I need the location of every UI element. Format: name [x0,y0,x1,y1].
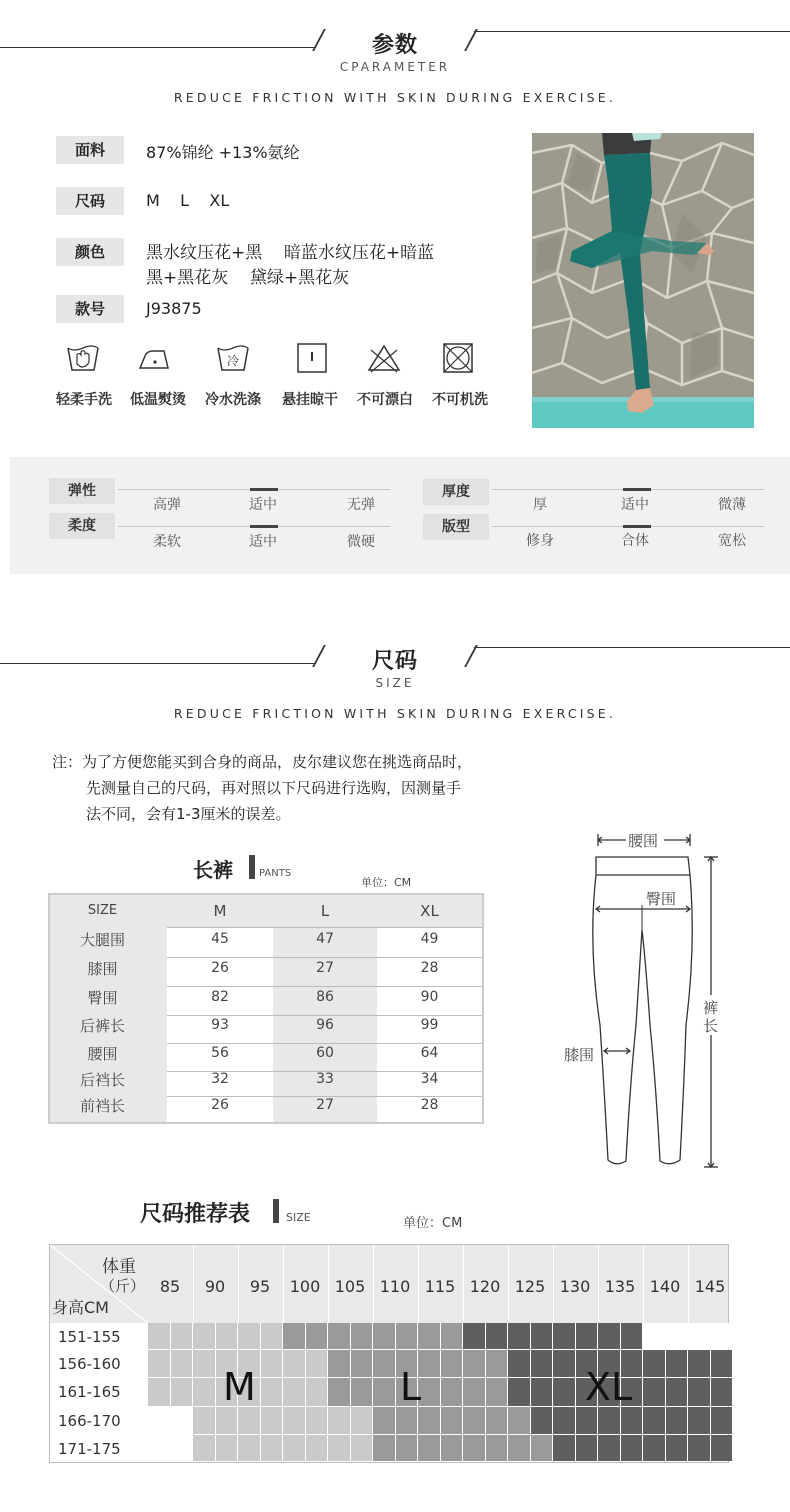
size-grid-cell [328,1435,350,1461]
weight-column-divider [193,1245,194,1323]
pants-size-table [48,893,484,1124]
size-grid-cell [463,1350,485,1377]
size-grid-cell [306,1435,328,1461]
size-grid-cell [441,1435,463,1461]
size-grid-cell [688,1323,710,1349]
size-grid-cell [463,1323,485,1349]
size-grid-cell [531,1378,553,1406]
size-grid-cell [193,1407,215,1434]
softness-option-medium: 适中 [249,534,277,550]
size-grid-cell [711,1323,733,1349]
size-grid-cell [531,1323,553,1349]
size-grid-cell [688,1378,710,1406]
recommend-title-bar [273,1199,279,1223]
weight-column-divider [418,1245,419,1323]
weight-column-header: 110 [379,1277,411,1296]
pants-row-line [167,957,482,958]
pants-cell: 34 [420,1071,439,1087]
size-grid-cell [711,1435,733,1461]
fabric-feel-panel [10,457,790,574]
size-grid-cell [508,1407,530,1434]
weight-unit: （斤） [100,1277,146,1295]
fit-label: 版型 [423,514,489,540]
size-grid-cell [486,1378,508,1406]
weight-column-divider [373,1245,374,1323]
pants-col-header-size: SIZE [87,903,118,918]
product-photo [532,133,754,428]
pants-cell: 64 [420,1045,439,1061]
weight-column-header: 105 [334,1277,366,1296]
size-grid-cell [553,1378,575,1406]
size-grid-cell [576,1407,598,1434]
pants-row-line [167,1043,482,1044]
size-grid-cell [171,1323,193,1349]
thickness-option-thin: 微薄 [718,497,746,513]
size-grid-cell [283,1323,305,1349]
size-grid-cell [441,1378,463,1406]
diagram-waist-label: 腰围 [628,832,659,850]
size-grid-cell [148,1407,170,1434]
size-grid-cell [598,1435,620,1461]
cold-wash-icon [215,340,251,376]
iron-low-icon [137,340,173,376]
size-grid-cell [261,1435,283,1461]
pants-col-header-l: L [320,902,330,920]
pants-row-line [167,986,482,987]
size-grid-cell [463,1435,485,1461]
size-grid-cell [171,1407,193,1434]
color-label: 颜色 [56,238,124,266]
size-grid-cell [351,1323,373,1349]
weight-column-header: 125 [514,1277,546,1296]
pants-cell: 28 [420,1097,439,1113]
size-l-label: L [400,1365,422,1409]
fit-selected-mark [623,525,651,528]
measure-note-line2: 先测量自己的尺码，再对照以下尺码进行选购，因测量手 [86,779,462,797]
diagram-hip-label: 臀围 [646,890,677,908]
weight-column-divider [508,1245,509,1323]
weight-column-header: 85 [159,1277,181,1296]
size-grid-cell [486,1323,508,1349]
size-grid-cell [463,1407,485,1434]
size-grid-cell [351,1350,373,1377]
pants-row-line [167,927,482,928]
fit-option-loose: 宽松 [718,533,746,549]
measure-note-line3: 法不同，会有1-3厘米的误差。 [86,805,291,823]
no-bleach-icon [366,340,402,376]
pants-row-name: 膝围 [87,960,118,978]
size-grid-cell [373,1378,395,1406]
model-label: 款号 [56,295,124,323]
size-grid-cell [283,1350,305,1377]
pants-row-name: 前裆长 [79,1097,125,1115]
pants-row-line [167,1015,482,1016]
care-label-hand-wash: 轻柔手洗 [56,392,112,408]
height-row-label: 171-175 [58,1440,121,1458]
size-grid-cell [193,1435,215,1461]
elasticity-option-none: 无弹 [347,497,375,513]
elasticity-label: 弹性 [49,478,115,504]
size-grid-cell [418,1323,440,1349]
pants-row-name: 后裆长 [79,1071,125,1089]
height-row-label: 161-165 [58,1383,121,1401]
weight-column-header: 130 [559,1277,591,1296]
size-recommend-table [49,1244,729,1463]
pants-cell: 27 [316,1097,334,1113]
thickness-option-medium: 适中 [621,497,649,513]
size-grid-cell [216,1323,238,1349]
size-grid-cell [148,1435,170,1461]
size-grid-cell [373,1323,395,1349]
pants-row-name: 腰围 [87,1045,118,1063]
color-value-line2: 黑+黑花灰 黛绿+黑花灰 [146,268,350,288]
size-grid-cell [418,1350,440,1377]
size-grid-cell [328,1407,350,1434]
size-grid-cell [396,1407,418,1434]
size-grid-cell [643,1407,665,1434]
size-grid-cell [171,1350,193,1377]
model-value: J93875 [146,299,202,318]
size-grid-cell [711,1350,733,1377]
size-grid-cell [531,1435,553,1461]
size-grid-cell [711,1378,733,1406]
size-grid-cell [531,1350,553,1377]
size-grid-cell [306,1323,328,1349]
size-grid-cell [373,1407,395,1434]
size-grid-cell [283,1435,305,1461]
size-grid-cell [666,1323,688,1349]
size-grid-cell [621,1323,643,1349]
hang-dry-icon [294,340,330,376]
fabric-value: 87%锦纶 +13%氨纶 [146,143,300,162]
size-value: M L XL [146,191,230,210]
care-label-hang-dry: 悬挂晾干 [282,392,338,408]
fit-option-regular: 合体 [621,533,649,549]
pants-cell: 28 [420,960,439,976]
size-grid-cell [148,1378,170,1406]
softness-option-hard: 微硬 [347,534,375,550]
size-grid-cell [238,1435,260,1461]
recommend-title-en: SIZE [286,1211,311,1224]
pants-cell: 47 [316,931,334,947]
pants-cell: 26 [211,960,229,976]
weight-column-divider [688,1245,689,1323]
weight-column-divider [238,1245,239,1323]
size-grid-cell [238,1407,260,1434]
size-grid-cell [373,1350,395,1377]
size-grid-cell [306,1407,328,1434]
elasticity-option-medium: 适中 [249,497,277,513]
size-grid-cell [193,1378,215,1406]
size-grid-cell [216,1407,238,1434]
size-grid-cell [351,1378,373,1406]
measure-note-line1: 注：为了方便您能买到合身的商品，皮尔建议您在挑选商品时， [52,753,473,771]
diagram-length-label-2: 长 [703,1017,719,1035]
size-grid-cell [328,1350,350,1377]
size-grid-cell [508,1435,530,1461]
weight-column-divider [643,1245,644,1323]
size-grid-cell [508,1323,530,1349]
size-grid-cell [666,1350,688,1377]
color-value-line1: 黑水纹压花+黑 暗蓝水纹压花+暗蓝 [146,243,435,263]
softness-selected-mark [250,525,278,528]
size-grid-cell [261,1407,283,1434]
size-grid-cell [351,1435,373,1461]
size-grid-cell [553,1350,575,1377]
size-grid-cell [261,1323,283,1349]
size-m-label: M [223,1365,256,1409]
size-grid-cell [621,1435,643,1461]
size-grid-cell [441,1350,463,1377]
weight-column-header: 90 [204,1277,226,1296]
size-grid-cell [441,1323,463,1349]
size-grid-cell [396,1435,418,1461]
care-label-cold-wash: 冷水洗涤 [205,392,261,408]
pants-cell: 86 [316,989,334,1005]
pants-cell: 96 [316,1017,334,1033]
size-label: 尺码 [56,187,124,215]
pants-col-header-m: M [213,902,227,920]
size-grid-cell [666,1407,688,1434]
care-label-iron: 低温熨烫 [130,392,186,408]
size-grid-cell [598,1407,620,1434]
weight-column-header: 120 [469,1277,501,1296]
size-section-title: 尺码 [371,649,418,674]
height-label: 身高CM [52,1298,109,1317]
pants-cell: 49 [420,931,439,947]
recommend-unit: 单位：CM [403,1216,463,1231]
size-grid-cell [418,1407,440,1434]
size-grid-cell [621,1407,643,1434]
section-title: 参数 [371,33,418,58]
size-grid-cell [486,1407,508,1434]
size-grid-cell [643,1378,665,1406]
size-grid-cell [193,1323,215,1349]
pants-cell: 33 [316,1071,334,1087]
pants-cell: 26 [211,1097,229,1113]
size-grid-cell [441,1407,463,1434]
size-grid-cell [711,1407,733,1434]
size-grid-cell [328,1323,350,1349]
height-row-label: 156-160 [58,1355,121,1373]
size-grid-cell [553,1407,575,1434]
weight-column-header: 145 [694,1277,726,1296]
size-grid-cell [373,1435,395,1461]
pants-table-title: 长裤 [193,858,233,882]
softness-option-soft: 柔软 [153,534,181,550]
size-grid-cell [306,1350,328,1377]
softness-label: 柔度 [49,513,115,539]
elasticity-option-high: 高弹 [153,497,181,513]
pants-cell: 45 [211,931,229,947]
size-grid-cell [238,1323,260,1349]
section-slogan: REDUCE FRICTION WITH SKIN DURING EXERCISE. [173,90,617,105]
pants-cell: 93 [211,1017,229,1033]
size-grid-cell [396,1323,418,1349]
pants-cell: 56 [211,1045,229,1061]
height-row-label: 166-170 [58,1412,121,1430]
no-machine-wash-icon [440,340,476,376]
size-grid-cell [666,1378,688,1406]
size-grid-cell [261,1378,283,1406]
size-grid-cell [171,1378,193,1406]
section-subtitle: CPARAMETER [339,60,451,74]
thickness-selected-mark [623,488,651,491]
pants-row-name: 大腿围 [79,931,125,949]
size-section-subtitle: SIZE [375,676,415,690]
pants-row-name: 臀围 [87,989,118,1007]
weight-column-divider [283,1245,284,1323]
size-grid-cell [261,1350,283,1377]
weight-column-divider [328,1245,329,1323]
elasticity-selected-mark [250,488,278,491]
thickness-option-thick: 厚 [533,497,547,513]
pants-cell: 32 [211,1071,229,1087]
pants-title-en: PANTS [259,868,292,879]
pants-title-bar [249,855,255,879]
weight-column-divider [553,1245,554,1323]
size-grid-cell [306,1378,328,1406]
weight-column-header: 100 [289,1277,321,1296]
size-grid-cell [328,1378,350,1406]
size-grid-cell [418,1378,440,1406]
hand-wash-icon [65,340,101,376]
care-label-no-bleach: 不可漂白 [357,392,413,408]
weight-column-header: 115 [424,1277,456,1296]
size-grid-cell [216,1435,238,1461]
pants-cell: 60 [316,1045,334,1061]
pants-row-name: 后裤长 [79,1017,125,1035]
size-grid-cell [171,1435,193,1461]
pants-col-shade-l [273,895,377,1122]
weight-column-divider [463,1245,464,1323]
pants-table-unit: 单位：CM [361,876,412,889]
size-grid-cell [688,1435,710,1461]
size-grid-cell [508,1378,530,1406]
size-grid-cell [576,1435,598,1461]
size-grid-cell [148,1350,170,1377]
size-xl-label: XL [585,1365,633,1409]
size-grid-cell [688,1407,710,1434]
size-grid-cell [508,1350,530,1377]
size-grid-cell [553,1435,575,1461]
size-grid-cell [688,1350,710,1377]
size-grid-cell [193,1350,215,1377]
pants-col-header-xl: XL [420,902,439,920]
diagram-length-label-1: 裤 [703,999,719,1017]
weight-column-header: 140 [649,1277,681,1296]
fit-option-slim: 修身 [526,533,554,549]
weight-label: 体重 [102,1257,136,1277]
cold-wash-icon-text: 冷 [226,354,240,368]
size-grid-cell [576,1323,598,1349]
size-grid-cell [283,1407,305,1434]
size-grid-cell [598,1323,620,1349]
height-row-label: 151-155 [58,1328,121,1346]
pants-cell: 90 [420,989,439,1005]
size-grid-cell [418,1435,440,1461]
size-grid-cell [463,1378,485,1406]
size-grid-cell [643,1323,665,1349]
recommend-title: 尺码推荐表 [140,1202,251,1227]
size-grid-cell [148,1323,170,1349]
size-grid-cell [486,1350,508,1377]
size-grid-cell [666,1435,688,1461]
size-grid-cell [351,1407,373,1434]
size-grid-cell [531,1407,553,1434]
size-grid-cell [643,1350,665,1377]
weight-column-divider [598,1245,599,1323]
size-section-slogan: REDUCE FRICTION WITH SKIN DURING EXERCISE. [173,706,617,721]
thickness-label: 厚度 [423,479,489,505]
size-grid-cell [283,1378,305,1406]
pants-cell: 99 [420,1017,439,1033]
care-label-no-machine: 不可机洗 [432,392,488,408]
weight-column-header: 95 [249,1277,271,1296]
weight-column-header: 135 [604,1277,636,1296]
pants-cell: 82 [211,989,229,1005]
size-grid-cell [553,1323,575,1349]
fabric-label: 面料 [56,136,124,164]
size-grid-cell [486,1435,508,1461]
diagram-knee-label: 膝围 [564,1046,595,1064]
pants-cell: 27 [316,960,334,976]
size-grid-cell [643,1435,665,1461]
